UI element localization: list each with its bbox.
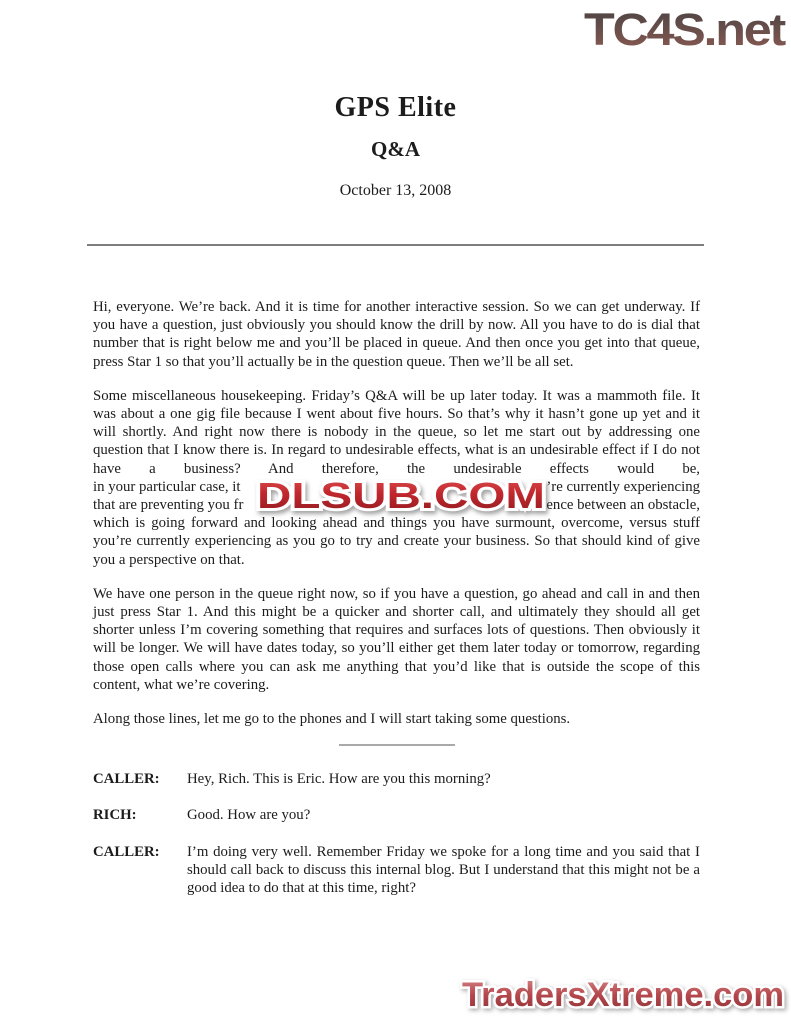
obscured-line-1 xyxy=(93,478,700,496)
speaker-label: CALLER: xyxy=(93,843,160,860)
obscured-line-2 xyxy=(93,496,700,514)
tradersxtreme-logo-text: TradersXtreme.com xyxy=(462,976,784,1014)
paragraph-intro: Hi, everyone. We’re back. And it is time for another interactive session. So we can get underway. If you have a question, just obviously you should know the drill by now. All you have to do is dial that number that is right below me and you’ll be placed in queue. And then once you get into that queue, press Star 1 so that you’ll actually be in the question queue. Then we’ll be all set. xyxy=(93,299,700,370)
obscured-line-2-right: ence between an obstacle, xyxy=(546,497,700,514)
paragraph-phones: Along those lines, let me go to the phones and I will start taking some questions. xyxy=(93,711,571,728)
page-subtitle: Q&A xyxy=(371,137,420,161)
obscured-line-2-left: that are preventing you fr xyxy=(93,497,244,514)
obscured-line-1-left: in your particular case, it xyxy=(93,478,241,495)
paragraph-housekeeping xyxy=(93,387,700,569)
dlsub-watermark-text: DLSUB.COM xyxy=(257,474,545,516)
speaker-label: RICH: xyxy=(93,807,137,824)
document-date: October 13, 2008 xyxy=(339,182,452,199)
paragraph-housekeeping-bottom: which is going forward and looking ahead and things you have surmount, overcome, versus stuff you’re currently experiencing as you go to try and create your business. So that should kind of give you a perspective on that. xyxy=(93,515,700,568)
paragraph-housekeeping-top: Some miscellaneous housekeeping. Friday’s Q&A will be up later today. It was a mammoth file. It was about a one gig file because I went about five hours. So that’s why it hasn’t gone up yet and it will shortly. And right now there is nobody in the queue, so let me start out by addressing one question that I know there is. In regard to undesirable effects, what is an undesirable effect if I do not have a business? And therefore, the undesirable effects would be, xyxy=(93,387,700,477)
obscured-line-1-right: ’re currently experiencing xyxy=(546,478,700,495)
speech-text: I’m doing very well. Remember Friday we spoke for a long time and you said that I should call back to discuss this internal blog. But I understand that this might not be a good idea to do that at this time, right? xyxy=(187,843,700,897)
speaker-label: CALLER: xyxy=(93,771,160,788)
dialogue-row xyxy=(93,770,700,788)
horizontal-rule xyxy=(87,244,704,246)
dialogue-row xyxy=(93,843,700,898)
section-separator xyxy=(339,744,455,746)
speech-text: Hey, Rich. This is Eric. How are you this morning? xyxy=(187,771,491,788)
tc4s-logo-graphic xyxy=(581,2,787,54)
tradersxtreme-logo xyxy=(458,970,788,1023)
speech-text: Good. How are you? xyxy=(187,807,311,824)
transcript-body xyxy=(93,298,700,897)
tradersxtreme-logo-graphic xyxy=(458,970,788,1018)
dialogue-row xyxy=(93,806,700,824)
tc4s-logo xyxy=(581,2,787,59)
paragraph-queue: We have one person in the queue right now, so if you have a question, go ahead and call in and then just press Star 1. And this might be a quicker and shorter call, and ultimately they should all get shorter unless I’m covering something that requires and surfaces lots of questions. Then obviously it will be longer. We will have dates today, so you’ll either get them later today or tomorrow, regarding those open calls where you can ask me anything that you’d like that is outside the scope of this content, what we’re covering. xyxy=(93,585,700,693)
tc4s-logo-text: TC4S.net xyxy=(584,4,787,54)
watermarked-lines xyxy=(93,474,700,516)
page-title: GPS Elite xyxy=(334,92,457,123)
